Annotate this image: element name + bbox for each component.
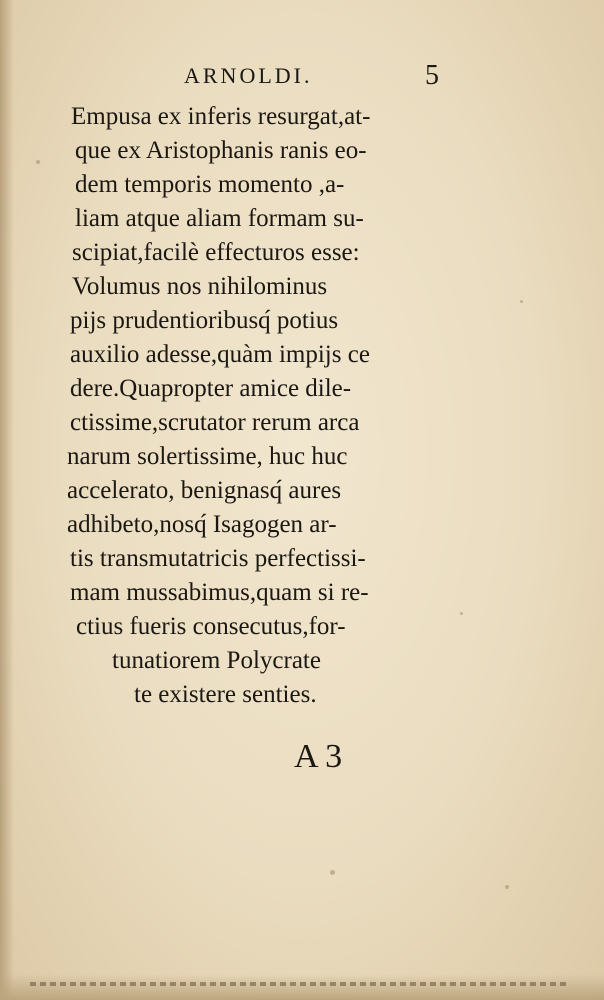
page-number: 5 [425, 60, 439, 91]
page-bottom-edge-shadow [0, 974, 604, 1000]
paper-spot [460, 612, 463, 615]
text-line: liam atque aliam formam su- [75, 205, 364, 232]
text-line: dem temporis momento ,a- [75, 171, 345, 198]
bottom-page-edge [30, 982, 570, 986]
text-line: Empusa ex inferis resurgat,at- [71, 103, 371, 130]
running-title: ARNOLDI. [184, 63, 313, 88]
text-line: pijs prudentioribusq́ potius [70, 307, 339, 334]
text-line: scipiat,facilè effecturos esse: [72, 239, 360, 266]
body-text-block [62, 100, 442, 712]
text-line: adhibeto,nosq́ Isagogen ar- [67, 511, 337, 538]
paper-spot [520, 300, 523, 303]
text-line: mam mussabimus,quam si re- [70, 579, 369, 606]
text-line: ctissime,scrutator rerum arca [70, 409, 360, 436]
text-line: tunatiorem Polycrate [112, 647, 321, 674]
text-line: accelerato, benignasq́ aures [67, 477, 342, 504]
text-line: tis transmutatricis perfectissi- [70, 545, 366, 572]
text-line: Volumus nos nihilominus [72, 273, 328, 300]
paper-spot [505, 885, 509, 889]
signature-mark: A 3 [294, 738, 343, 775]
page-left-edge-shadow [0, 0, 14, 1000]
paper-spot [330, 870, 335, 875]
text-line: te existere senties. [134, 681, 317, 708]
text-line: auxilio adesse,quàm impijs ce [70, 341, 370, 368]
text-line: que ex Aristophanis ranis eo- [75, 137, 367, 164]
text-line: narum solertissime, huc huc [67, 443, 348, 470]
text-line: dere.Quapropter amice dile- [70, 375, 352, 402]
text-line: ctius fueris consecutus,for- [76, 613, 346, 640]
paper-spot [36, 160, 40, 164]
